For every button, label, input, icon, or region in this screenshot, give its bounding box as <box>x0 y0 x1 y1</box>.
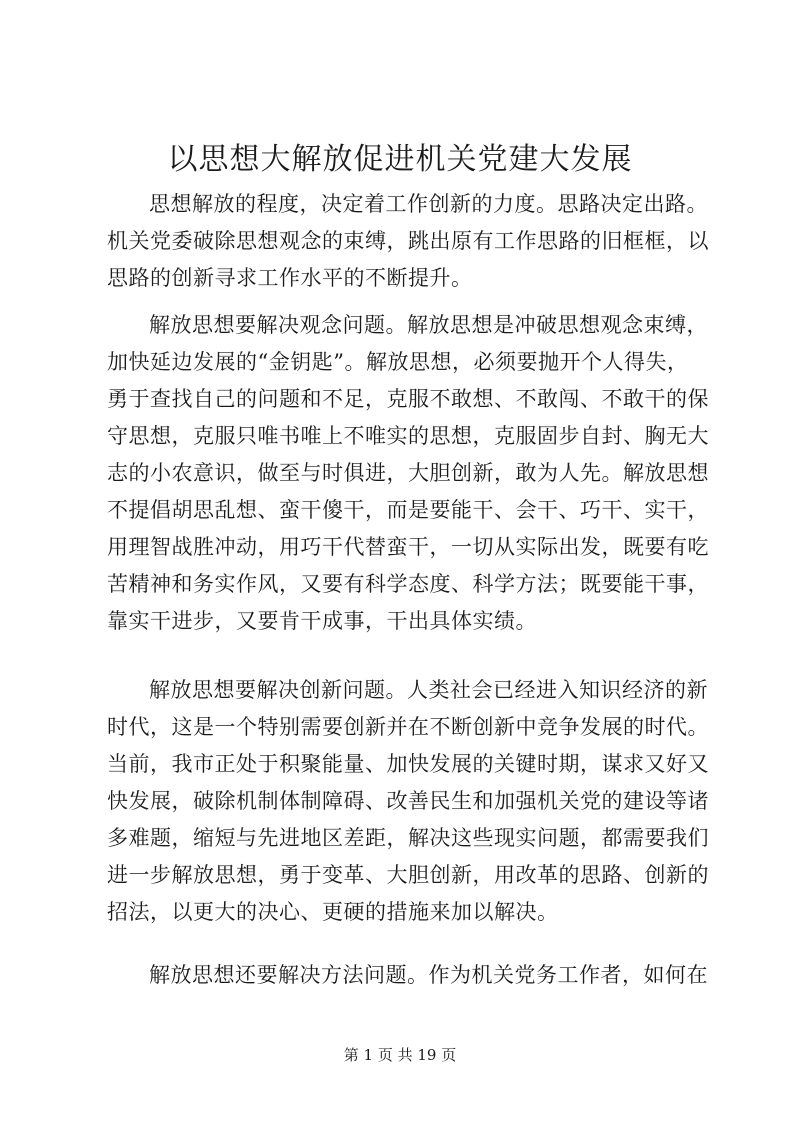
paragraph-line: 解放思想要解决创新问题。人类社会已经进入知识经济的新 <box>149 678 708 702</box>
page-number-footer: 第 1 页 共 19 页 <box>343 1046 457 1064</box>
paragraph-line: 不提倡胡思乱想、蛮干傻干，而是要能干、会干、巧干、实干， <box>107 498 709 522</box>
paragraph-1 <box>107 186 707 297</box>
paragraph-line: 解放思想要解决观念问题。解放思想是冲破思想观念束缚， <box>149 313 708 337</box>
paragraph-line: 多难题，缩短与先进地区差距，解决这些现实问题，都需要我们 <box>107 826 709 850</box>
paragraph-line: 机关党委破除思想观念的束缚，跳出原有工作思路的旧框框，以 <box>107 229 709 253</box>
paragraph-line: 思想解放的程度，决定着工作创新的力度。思路决定出路。 <box>149 192 708 216</box>
paragraph-line: 守思想，克服只唯书唯上不唯实的思想，克服固步自封、胸无大 <box>107 424 709 448</box>
paragraph-line: 靠实干进步，又要肯干成事，干出具体实绩。 <box>107 609 537 633</box>
paragraph-line: 加快延边发展的“金钥匙”。解放思想，必须要抛开个人得失， <box>107 350 689 374</box>
paragraph-line: 思路的创新寻求工作水平的不断提升。 <box>107 266 473 290</box>
paragraph-line: 解放思想还要解决方法问题。作为机关党务工作者，如何在 <box>149 963 708 987</box>
paragraph-3 <box>107 672 707 931</box>
paragraph-line: 进一步解放思想，勇于变革、大胆创新，用改革的思路、创新的 <box>107 863 709 887</box>
paragraph-line: 用理智战胜冲动，用巧干代替蛮干，一切从实际出发，既要有吃 <box>107 535 709 559</box>
paragraph-line: 苦精神和务实作风，又要有科学态度、科学方法；既要能干事， <box>107 572 709 596</box>
paragraph-line: 招法，以更大的决心、更硬的措施来加以解决。 <box>107 900 559 924</box>
paragraph-2 <box>107 307 707 640</box>
paragraph-line: 志的小农意识，做至与时俱进，大胆创新，敢为人先。解放思想 <box>107 461 709 485</box>
paragraph-line: 时代，这是一个特别需要创新并在不断创新中竞争发展的时代。 <box>107 715 709 739</box>
paragraph-line: 当前，我市正处于积聚能量、加快发展的关键时期，谋求又好又 <box>107 752 709 776</box>
paragraph-line: 勇于查找自己的问题和不足，克服不敢想、不敢闯、不敢干的保 <box>107 387 709 411</box>
paragraph-line: 快发展，破除机制体制障碍、改善民生和加强机关党的建设等诸 <box>107 789 709 813</box>
paragraph-4 <box>107 957 707 994</box>
document-title: 以思想大解放促进机关党建大发展 <box>167 142 633 177</box>
